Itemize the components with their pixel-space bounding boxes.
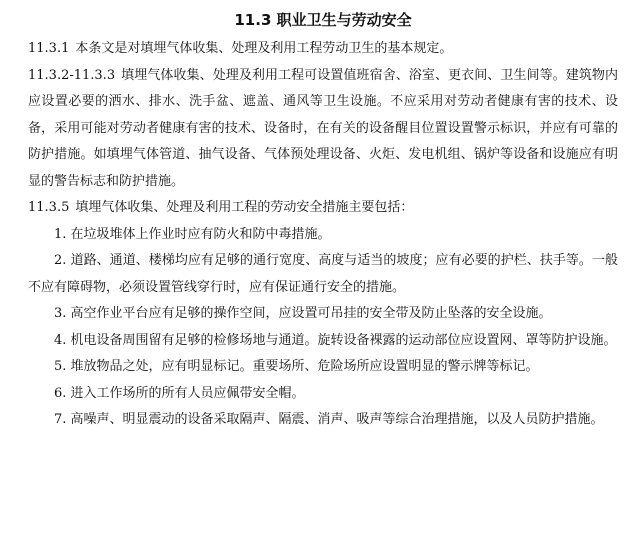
list-item: 6. 进入工作场所的所有人员应佩带安全帽。 (54, 385, 305, 401)
section-title: 11.3 职业卫生与劳动安全 (234, 11, 412, 29)
clause-text: 填埋气体收集、处理及利用工程可设置值班宿舍、浴室、更衣间、卫生间等。建筑物内应设置必要的洒水、排水、洗手盆、遮盖、通风等卫生设施。不应采用对劳动者健康有害的技术、设备，采用可能对劳动者健康有害的技术、设备时，在有关的设备醒目位置设置警示标识，并应有可靠的防护措施。如填埋气体管道、抽气设备、气体预处理设备、火炬、发电机组、锅炉等设备和设施应有明显的警告标志和防护措施。 (28, 67, 618, 189)
clause-11-3-2-3 (28, 63, 618, 196)
clause-text: 填埋气体收集、处理及利用工程的劳动安全措施主要包括： (75, 200, 414, 215)
list-item: 3. 高空作业平台应有足够的操作空间，应设置可吊挂的安全带及防止坠落的安全设施。 (54, 306, 552, 321)
list-item: 7. 高噪声、明显震动的设备采取隔声、隔震、消声、吸声等综合治理措施，以及人员防护措施。 (54, 412, 604, 427)
list-item: 4. 机电设备周围留有足够的检修场地与通道。旋转设备裸露的运动部位应设置网、罩等防护设施。 (54, 332, 617, 348)
list-item: 5. 堆放物品之处，应有明显标记。重要场所、危险场所应设置明显的警示牌等标记。 (54, 359, 539, 374)
clause-11-3-5 (28, 195, 618, 222)
clause-11-3-1 (28, 36, 618, 63)
clause-number: 11.3.2-11.3.3 (28, 67, 116, 83)
clause-number: 11.3.1 (28, 41, 70, 56)
list-item: 1. 在垃圾堆体上作业时应有防火和防中毒措施。 (54, 226, 331, 242)
list-item: 2. 道路、通道、楼梯均应有足够的通行宽度、高度与适当的坡度；应有必要的护栏、扶手等。一般不应有障碍物，必须设置管线穿行时，应有保证通行安全的措施。 (28, 253, 618, 295)
clause-text: 本条文是对填埋气体收集、处理及利用工程劳动卫生的基本规定。 (75, 41, 453, 56)
clause-number: 11.3.5 (28, 200, 70, 215)
